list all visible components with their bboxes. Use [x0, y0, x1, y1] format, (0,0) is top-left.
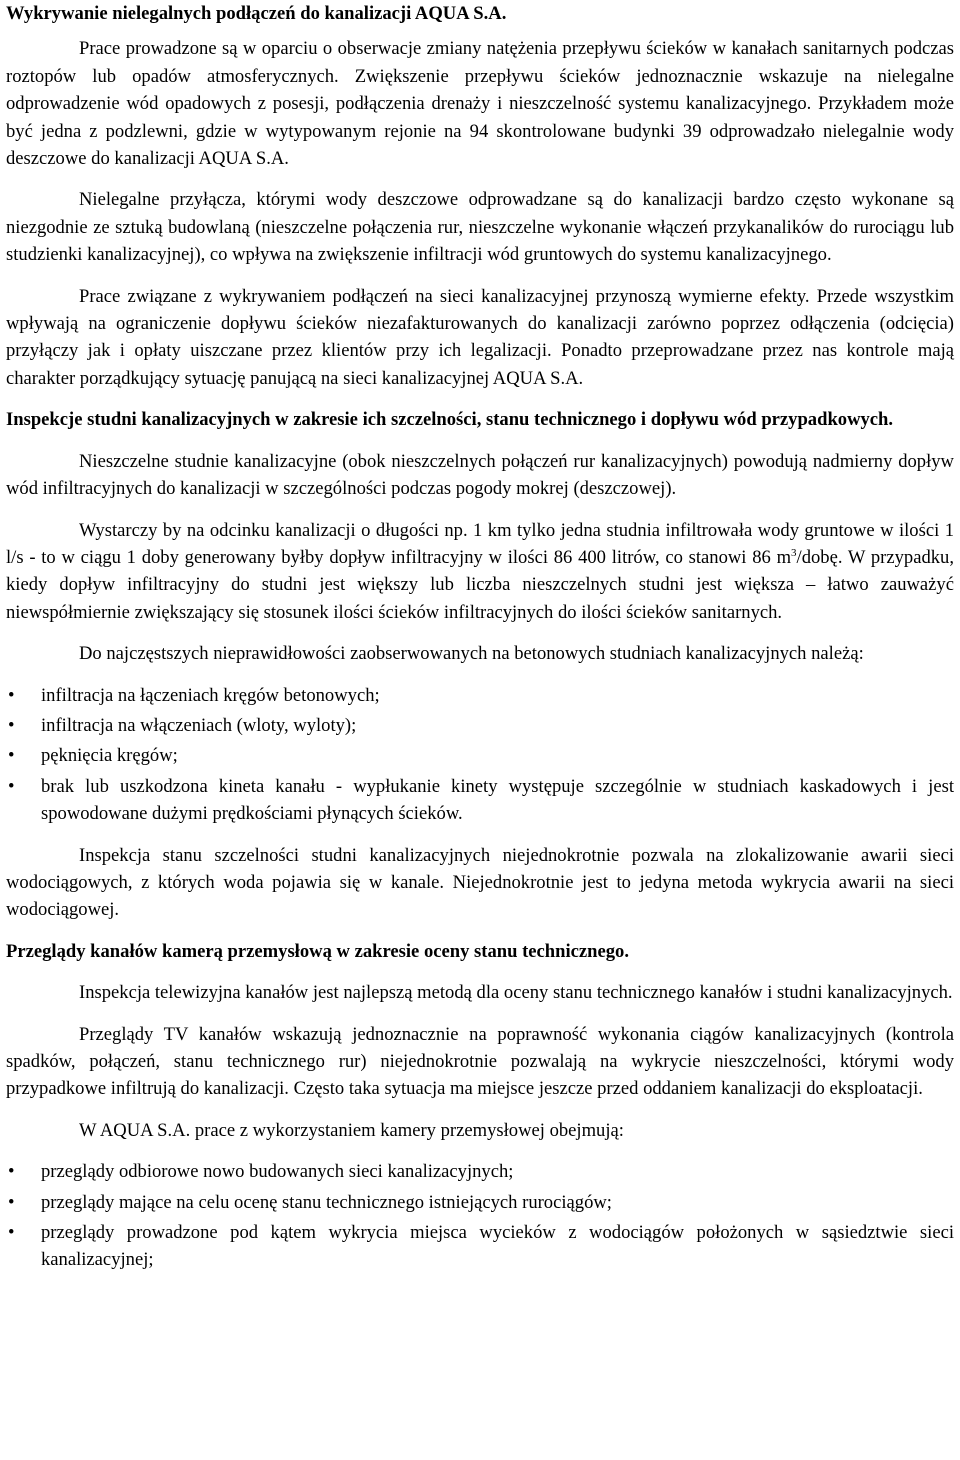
- camera-paragraph-2: Przeglądy TV kanałów wskazują jednoznacznie na poprawność wykonania ciągów kanalizacyjnych (kontrola spadków, połączeń, stanu technicznego rur) niejednokrotnie pozwalają na wykrycie nieszczelności, którymi wody przypadkowe infiltrują do kanalizacji. Często taka sytuacja ma miejsce jeszcze przed oddaniem kanalizacji do eksploatacji.: [6, 1023, 954, 1100]
- list-item-text: infiltracja na włączeniach (wloty, wyloty);: [41, 714, 357, 736]
- camera-paragraph-3: W AQUA S.A. prace z wykorzystaniem kamery przemysłowej obejmują:: [79, 1119, 624, 1141]
- bullet-icon: •: [8, 1191, 15, 1213]
- list-item-text: przeglądy prowadzone pod kątem wykrycia miejsca wycieków z wodociągów położonych w sąsiedztwie sieci kanalizacyjnej;: [41, 1222, 954, 1271]
- bullet-icon: •: [8, 775, 15, 797]
- intro-paragraph-3: Prace związane z wykrywaniem podłączeń na sieci kanalizacyjnej przynoszą wymierne efekty. Przede wszystkim wpływają na ograniczenie dopływu ścieków niezafakturowanych do kanalizacji zarówno poprzez odłączenia (odcięcia) przyłączy jak i opłaty uiszczane przez klientów przy ich legalizacji. Ponadto przeprowadzane przez nas kontrole mają charakter porządkujący sytuację panującą na sieci kanalizacyjnej AQUA S.A.: [6, 285, 954, 389]
- bullet-icon: •: [8, 1161, 15, 1183]
- bullet-icon: •: [8, 1222, 15, 1244]
- list-item: [6, 1189, 954, 1216]
- manholes-paragraph-2: [6, 517, 954, 627]
- list-item-text: przeglądy odbiorowe nowo budowanych sieci kanalizacyjnych;: [41, 1161, 514, 1183]
- intro-paragraph-2: Nielegalne przyłącza, którymi wody deszczowe odprowadzane są do kanalizacji bardzo często wykonane są niezgodnie ze sztuką budowlaną (nieszczelne połączenia rur, nieszczelne wykonanie włączeń przykanalików do rurociągu lub studzienki kanalizacyjnej), co wpływa na zwiększenie infiltracji wód gruntowych do systemu kanalizacyjnego.: [6, 189, 954, 266]
- manholes-paragraph-1: Nieszczelne studnie kanalizacyjne (obok nieszczelnych połączeń rur kanalizacyjnych) powodują nadmierny dopływ wód infiltracyjnych do kanalizacji w szczególności podczas pogody mokrej (deszczowej).: [6, 450, 954, 500]
- camera-paragraph-1: Inspekcja telewizyjna kanałów jest najlepszą metodą dla oceny stanu technicznego kanałów i studni kanalizacyjnych.: [79, 982, 953, 1004]
- list-item-text: infiltracja na łączeniach kręgów betonowych;: [41, 684, 380, 706]
- list-item: [6, 712, 954, 739]
- list-item-text: pęknięcia kręgów;: [41, 745, 178, 767]
- section-heading-manholes: Inspekcje studni kanalizacyjnych w zakresie ich szczelności, stanu technicznego i dopływu wód przypadkowych.: [6, 409, 894, 431]
- list-item: [6, 1219, 954, 1274]
- bullet-icon: •: [8, 714, 15, 736]
- bullet-icon: •: [8, 745, 15, 767]
- manholes-paragraph-4: Inspekcja stanu szczelności studni kanalizacyjnych niejednokrotnie pozwala na zlokalizowanie awarii sieci wodociągowych, z których woda pojawia się w kanale. Niejednokrotnie jest to jedyna metoda wykrycia awarii na sieci wodociągowej.: [6, 844, 954, 921]
- intro-paragraph-1: Prace prowadzone są w oparciu o obserwacje zmiany natężenia przepływu ścieków w kanałach sanitarnych podczas roztopów lub opadów atmosferycznych. Zwiększenie przepływu ścieków jednoznacznie wskazuje na nielegalne odprowadzenie wód opadowych z posesji, podłączenia drenaży i nieszczelność systemu kanalizacyjnego. Przykładem może być jedna z podzlewni, gdzie w wytypowanym rejonie na 94 skontrolowane budynki 39 odprowadzało nielegalnie wody deszczowe do kanalizacji AQUA S.A.: [6, 38, 954, 170]
- manholes-paragraph-2-text-b: /dobę. W przypadku, kiedy dopływ infiltracyjny do studni jest większy lub liczba nieszczelnych studni jest większa – łatwo zauważyć niewspółmiernie zwiększający się stosunek ilości ścieków infiltracyjnych do ilości ścieków sanitarnych.: [6, 546, 954, 623]
- list-item-text: przeglądy mające na celu ocenę stanu technicznego istniejących rurociągów;: [41, 1191, 612, 1213]
- irregularities-list: [6, 682, 954, 828]
- camera-works-list: [6, 1158, 954, 1274]
- list-item: [6, 742, 954, 769]
- bullet-icon: •: [8, 684, 15, 706]
- manholes-paragraph-3: Do najczęstszych nieprawidłowości zaobserwowanych na betonowych studniach kanalizacyjnych należą:: [79, 643, 864, 665]
- list-item-text: brak lub uszkodzona kineta kanału - wypłukanie kinety występuje szczególnie w studniach kaskadowych i jest spowodowane dużymi prędkościami płynących ścieków.: [41, 775, 954, 825]
- list-item: [6, 773, 954, 828]
- list-item: [6, 1158, 954, 1185]
- document-title: Wykrywanie nielegalnych podłączeń do kanalizacji AQUA S.A.: [6, 3, 507, 24]
- list-item: [6, 682, 954, 709]
- cubic-superscript: 3: [791, 546, 797, 559]
- section-heading-camera: Przeglądy kanałów kamerą przemysłową w zakresie oceny stanu technicznego.: [6, 940, 629, 962]
- manholes-paragraph-2-text-a: Wystarczy by na odcinku kanalizacji o długości np. 1 km tylko jedna studnia infiltrowała wody gruntowe w ilości 1 l/s - to w ciągu 1 doby generowany byłby dopływ infiltracyjny w ilości 86 400 litrów, co stanowi 86 m: [6, 519, 954, 568]
